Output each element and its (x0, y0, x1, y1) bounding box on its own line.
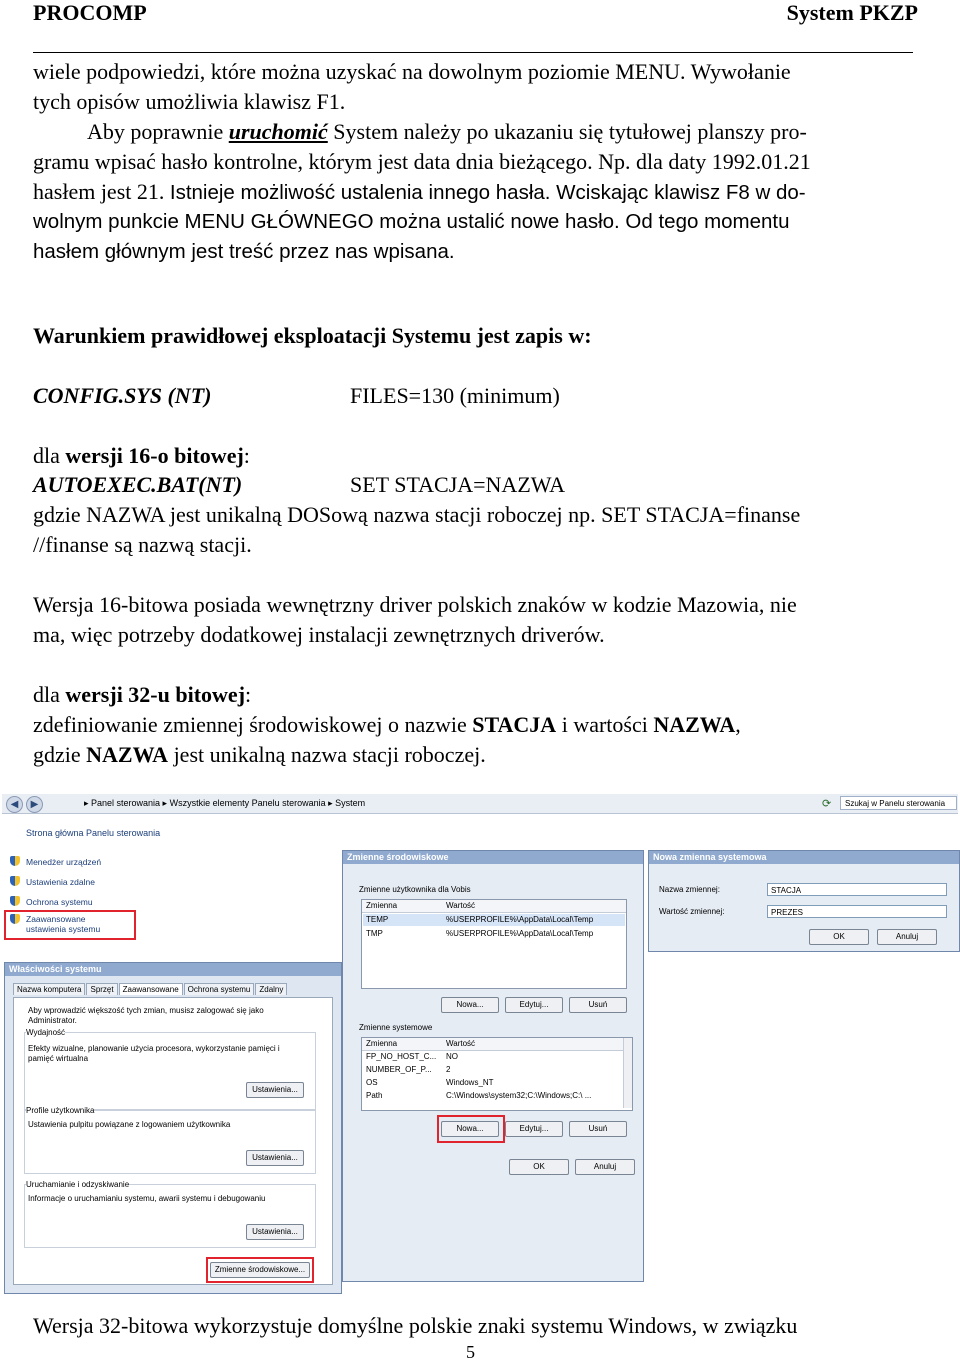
shield-icon (10, 856, 20, 866)
tab-remote[interactable]: Zdalny (255, 983, 287, 995)
col-value[interactable]: Wartość (446, 1039, 476, 1048)
def-c: i wartości (556, 712, 654, 737)
gdzie2-line (33, 740, 486, 770)
def-a: zdefiniowanie zmiennej środowiskowej o nazwie (33, 712, 473, 737)
sidebar-item-label: Ustawienia zdalne (26, 877, 95, 887)
sys-vars-label: Zmienne systemowe (359, 1023, 433, 1032)
w32-b: wersji 32-u bitowej (65, 682, 246, 707)
p1-line1: wiele podpowiedzi, które można uzyskać na dowolnym poziomie MENU. Wywołanie (33, 59, 791, 84)
p2-line5: hasłem głównym jest treść przez nas wpisana. (33, 240, 455, 263)
props-body (13, 997, 333, 1285)
sys-var-name[interactable]: Path (366, 1091, 383, 1100)
props-intro: Aby wprowadzić większość tych zmian, musisz zalogować się jako Administrator. (28, 1006, 264, 1025)
p2-line3 (33, 177, 806, 208)
w16p-line2: ma, więc potrzeby dodatkowej instalacji zewnętrznych driverów. (33, 622, 605, 647)
startup-title: Uruchamianie i odzyskiwanie (26, 1180, 130, 1189)
header-company: PROCOMP (33, 0, 147, 25)
user-var-name[interactable]: TMP (366, 929, 383, 938)
w32-c: : (245, 682, 252, 707)
profile-text: Ustawienia pulpitu powiązane z logowaniem użytkownika (28, 1120, 231, 1129)
gdzie2-b: NAZWA (86, 742, 169, 767)
w32-a: dla (33, 682, 66, 707)
perf-text: Efekty wizualne, planowanie użycia procesora, wykorzystanie pamięci i pamięć wirtualna (28, 1044, 280, 1063)
gdzie2-a: gdzie (33, 742, 87, 767)
def-line (33, 710, 741, 740)
w16-c: : (243, 443, 250, 468)
sys-var-value[interactable]: Windows_NT (446, 1078, 494, 1087)
w32-line (33, 680, 251, 710)
user-delete-button[interactable]: Usuń (569, 997, 627, 1013)
sidebar-item-label: Menedżer urządzeń (26, 857, 102, 867)
p2-text-a: Aby poprawnie (87, 119, 229, 144)
user-var-value[interactable]: %USERPROFILE%\AppData\Local\Temp (446, 915, 594, 924)
perf-settings-button[interactable]: Ustawienia... (246, 1082, 304, 1098)
sys-vars-list[interactable] (361, 1037, 633, 1111)
sys-vars-scrollbar[interactable] (623, 1038, 632, 1108)
page-header (33, 0, 918, 30)
sidebar-item-remote[interactable] (10, 876, 95, 887)
w16p-line1: Wersja 16-bitowa posiada wewnętrzny driver polskich znaków w kodzie Mazowia, nie (33, 592, 797, 617)
forward-icon[interactable]: ▶ (26, 796, 43, 813)
autoexec-value: SET STACJA=NAZWA (350, 472, 565, 497)
profile-title: Profile użytkownika (26, 1106, 95, 1115)
perf-title: Wydajność (26, 1028, 66, 1037)
highlight-new-button (437, 1115, 505, 1143)
def-e: , (735, 712, 741, 737)
back-icon[interactable]: ◀ (6, 796, 23, 813)
profile-settings-button[interactable]: Ustawienia... (246, 1150, 304, 1166)
new-var-name-label: Nazwa zmiennej: (659, 885, 720, 894)
refresh-icon[interactable]: ⟳ (822, 798, 832, 810)
search-input[interactable]: Szukaj w Panelu sterowania (840, 796, 957, 810)
config-row (33, 381, 913, 411)
sys-var-value[interactable]: 2 (446, 1065, 451, 1074)
cp-home-link[interactable]: Strona główna Panelu sterowania (26, 828, 161, 838)
new-var-cancel-button[interactable]: Anuluj (877, 929, 937, 945)
def-d: NAZWA (653, 712, 736, 737)
user-new-button[interactable]: Nowa... (441, 997, 499, 1013)
highlight-advanced (4, 910, 136, 940)
bottom-line: Wersja 32-bitowa wykorzystuje domyślne polskie znaki systemu Windows, w związku (33, 1313, 798, 1338)
tab-computer-name[interactable]: Nazwa komputera (13, 983, 85, 995)
env-ok-button[interactable]: OK (509, 1159, 569, 1175)
env-dialog-title: Zmienne środowiskowe (343, 851, 643, 864)
startup-text: Informacje o uruchamianiu systemu, awarii systemu i debugowaniu (28, 1194, 266, 1203)
autoexec-row (33, 470, 913, 500)
gdzie-line1: gdzie NAZWA jest unikalną DOSową nazwa stacji roboczej np. SET STACJA=finanse (33, 502, 801, 527)
sys-var-name[interactable]: NUMBER_OF_P... (366, 1065, 432, 1074)
col-value[interactable]: Wartość (446, 901, 476, 910)
sys-var-name[interactable]: FP_NO_HOST_C... (366, 1052, 437, 1061)
user-var-name[interactable]: TEMP (366, 915, 389, 924)
config-label: CONFIG.SYS (NT) (33, 383, 212, 408)
sys-delete-button[interactable]: Usuń (569, 1121, 627, 1137)
shield-icon (10, 876, 20, 886)
autoexec-label: AUTOEXEC.BAT(NT) (33, 472, 243, 497)
sys-var-name[interactable]: OS (366, 1078, 378, 1087)
system-properties-dialog (4, 962, 342, 1294)
col-variable[interactable]: Zmienna (366, 1039, 398, 1048)
p2-line4: wolnym punkcie MENU GŁÓWNEGO można ustalić nowe hasło. Od tego momentu (33, 210, 790, 233)
user-var-value[interactable]: %USERPROFILE%\AppData\Local\Temp (446, 929, 594, 938)
header-divider (33, 52, 913, 53)
user-edit-button[interactable]: Edytuj... (505, 997, 563, 1013)
sidebar-item-label: Ochrona systemu (26, 897, 93, 907)
user-vars-header (362, 900, 626, 913)
breadcrumb[interactable]: ▸ Panel sterowania ▸ Wszystkie elementy Panelu sterowania ▸ System (84, 798, 366, 808)
gdzie2-c: jest unikalną nazwa stacji roboczej. (168, 742, 486, 767)
header-system: System PKZP (786, 0, 918, 25)
env-cancel-button[interactable]: Anuluj (575, 1159, 635, 1175)
p2-text-c: System należy po ukazaniu się tytułowej planszy pro- (327, 119, 807, 144)
config-value: FILES=130 (minimum) (350, 383, 560, 408)
p2-uruchomic: uruchomić (228, 119, 328, 144)
page-number: 5 (466, 1342, 475, 1362)
p2-line3-b: Istnieje możliwość ustalenia innego hasła. Wciskając klawisz F8 w do- (169, 181, 806, 204)
new-var-value-input[interactable]: PREZES (767, 905, 947, 918)
new-var-value-label: Wartość zmiennej: (659, 907, 725, 916)
sidebar-item-device-manager[interactable] (10, 856, 101, 867)
windows-screenshot (2, 794, 958, 1280)
user-vars-list[interactable] (361, 899, 627, 989)
w16-a: dla (33, 443, 66, 468)
sidebar-item-protection[interactable] (10, 896, 93, 907)
address-bar (2, 794, 958, 814)
env-variables-dialog (342, 850, 644, 1282)
highlight-env-button (206, 1257, 314, 1283)
gdzie-line2: //finanse są nazwą stacji. (33, 532, 252, 557)
new-var-title: Nowa zmienna systemowa (649, 851, 959, 864)
tab-advanced[interactable]: Zaawansowane (119, 983, 183, 995)
p1-line2: tych opisów umożliwia klawisz F1. (33, 89, 346, 114)
p2-line2: gramu wpisać hasło kontrolne, którym jest data dnia bieżącego. Np. dla daty 1992.01.21 (33, 149, 811, 174)
sys-edit-button[interactable]: Edytuj... (505, 1121, 563, 1137)
sidebar-item-label: Zaawansowane ustawienia systemu (26, 914, 101, 934)
user-vars-label: Zmienne użytkownika dla Vobis (359, 885, 471, 894)
new-var-ok-button[interactable]: OK (809, 929, 869, 945)
sys-new-button[interactable]: Nowa... (441, 1121, 499, 1137)
new-var-name-input[interactable]: STACJA (767, 883, 947, 896)
shield-icon (10, 896, 20, 906)
w16-b: wersji 16-o bitowej (65, 443, 244, 468)
new-variable-dialog (648, 850, 960, 952)
env-variables-button[interactable]: Zmienne środowiskowe... (210, 1262, 310, 1278)
section-heading: Warunkiem prawidłowej eksploatacji Systemu jest zapis w: (33, 323, 592, 348)
tab-protection[interactable]: Ochrona systemu (184, 983, 255, 995)
def-b: STACJA (472, 712, 557, 737)
sys-vars-header (362, 1038, 632, 1051)
startup-settings-button[interactable]: Ustawienia... (246, 1224, 304, 1240)
col-variable[interactable]: Zmienna (366, 901, 398, 910)
tab-bar (13, 983, 333, 997)
sys-var-value[interactable]: NO (446, 1052, 458, 1061)
w16-line (33, 441, 250, 471)
p2-line3-a: hasłem jest 21. (33, 179, 170, 204)
sys-var-value[interactable]: C:\Windows\system32;C:\Windows;C:\ ... (446, 1091, 592, 1100)
dialog-title: Właściwości systemu (5, 963, 341, 976)
tab-hardware[interactable]: Sprzęt (86, 983, 117, 995)
p2-line1 (87, 117, 807, 147)
control-panel-left (2, 814, 342, 1280)
